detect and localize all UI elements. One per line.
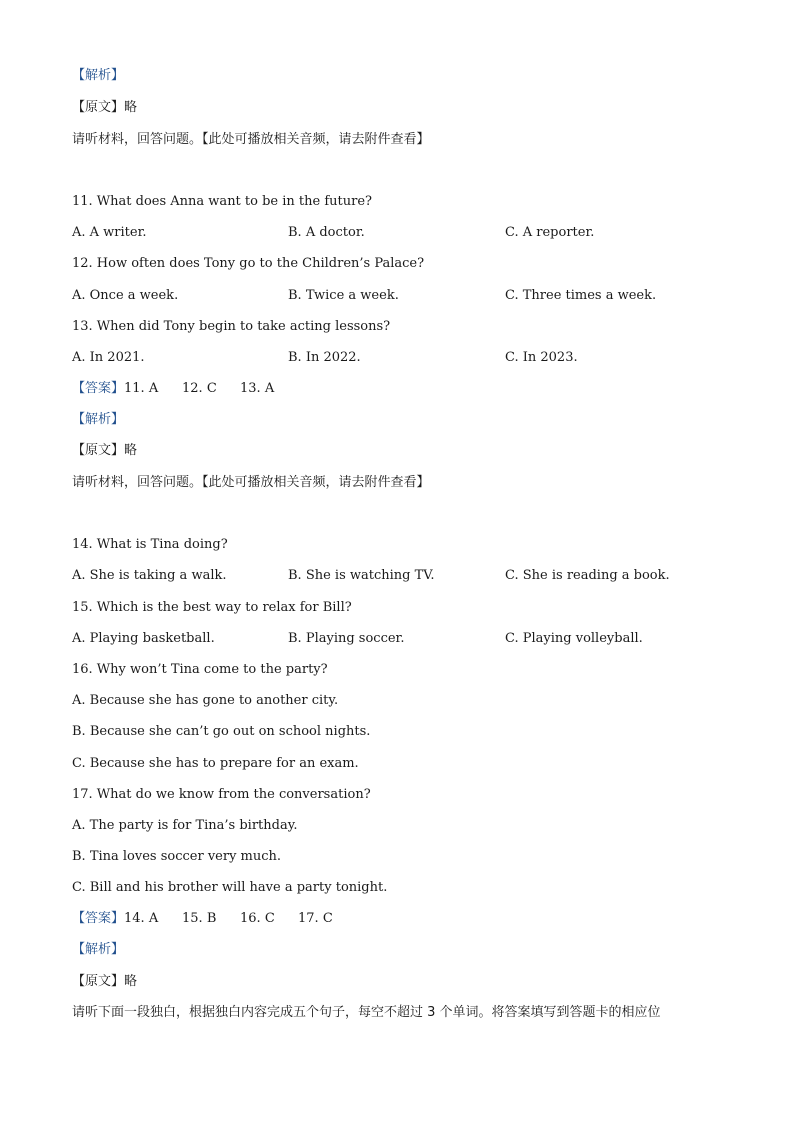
question-15: 15. Which is the best way to relax for Bill? [72,600,352,615]
answers-11-13 [72,381,298,397]
question-11: 11. What does Anna want to be in the future? [72,194,372,209]
q16-option-a: A. Because she has gone to another city. [72,693,339,708]
answer-item: 17. C [298,911,333,926]
original-text-label: 【原文】 [72,974,125,989]
original-text-line [72,100,137,116]
question-16: 16. Why won’t Tina come to the party? [72,662,328,677]
listening-instruction: 请听材料，回答问题。【此处可播放相关音频，请去附件查看】 [72,475,430,490]
answer-item: 11. A [124,381,159,396]
analysis-label: 【解析】 [72,68,125,83]
q17-option-c: C. Bill and his brother will have a party tonight. [72,880,388,895]
monologue-instruction: 请听下面一段独白，根据独白内容完成五个句子，每空不超过 3 个单词。将答案填写到答题卡的相应位 [72,1005,661,1020]
q16-option-c: C. Because she has to prepare for an exam. [72,756,359,771]
original-text-line [72,974,137,990]
q11-option-b: B. A doctor. [288,225,365,240]
q15-option-a: A. Playing basketball. [72,631,215,646]
q12-option-a: A. Once a week. [72,288,179,303]
q14-option-a: A. She is taking a walk. [72,568,227,583]
original-text-value: 略 [124,100,138,115]
q16-option-b: B. Because she can’t go out on school nights. [72,724,371,739]
q13-option-c: C. In 2023. [505,350,578,365]
q15-option-c: C. Playing volleyball. [505,631,643,646]
original-text-line [72,443,137,459]
original-text-value: 略 [124,443,138,458]
answer-item: 15. B [182,911,217,926]
q17-option-a: A. The party is for Tina’s birthday. [72,818,298,833]
q14-option-c: C. She is reading a book. [505,568,670,583]
q15-option-b: B. Playing soccer. [288,631,405,646]
question-17: 17. What do we know from the conversation? [72,787,371,802]
original-text-label: 【原文】 [72,100,125,115]
q12-option-c: C. Three times a week. [505,288,657,303]
q13-option-b: B. In 2022. [288,350,361,365]
q14-option-b: B. She is watching TV. [288,568,435,583]
answer-item: 13. A [240,381,275,396]
q11-option-c: C. A reporter. [505,225,595,240]
answer-item: 14. A [124,911,159,926]
answer-item: 12. C [182,381,217,396]
analysis-label: 【解析】 [72,942,125,957]
question-13: 13. When did Tony begin to take acting lessons? [72,319,391,334]
original-text-value: 略 [124,974,138,989]
q11-option-a: A. A writer. [72,225,147,240]
answers-14-17 [72,911,356,927]
original-text-label: 【原文】 [72,443,125,458]
question-14: 14. What is Tina doing? [72,537,228,552]
answer-item: 16. C [240,911,275,926]
answer-label: 【答案】 [72,381,125,396]
q12-option-b: B. Twice a week. [288,288,399,303]
question-12: 12. How often does Tony go to the Children’s Palace? [72,256,425,271]
answer-label: 【答案】 [72,911,125,926]
q17-option-b: B. Tina loves soccer very much. [72,849,282,864]
q13-option-a: A. In 2021. [72,350,145,365]
analysis-label: 【解析】 [72,412,125,427]
listening-instruction: 请听材料，回答问题。【此处可播放相关音频，请去附件查看】 [72,132,430,147]
